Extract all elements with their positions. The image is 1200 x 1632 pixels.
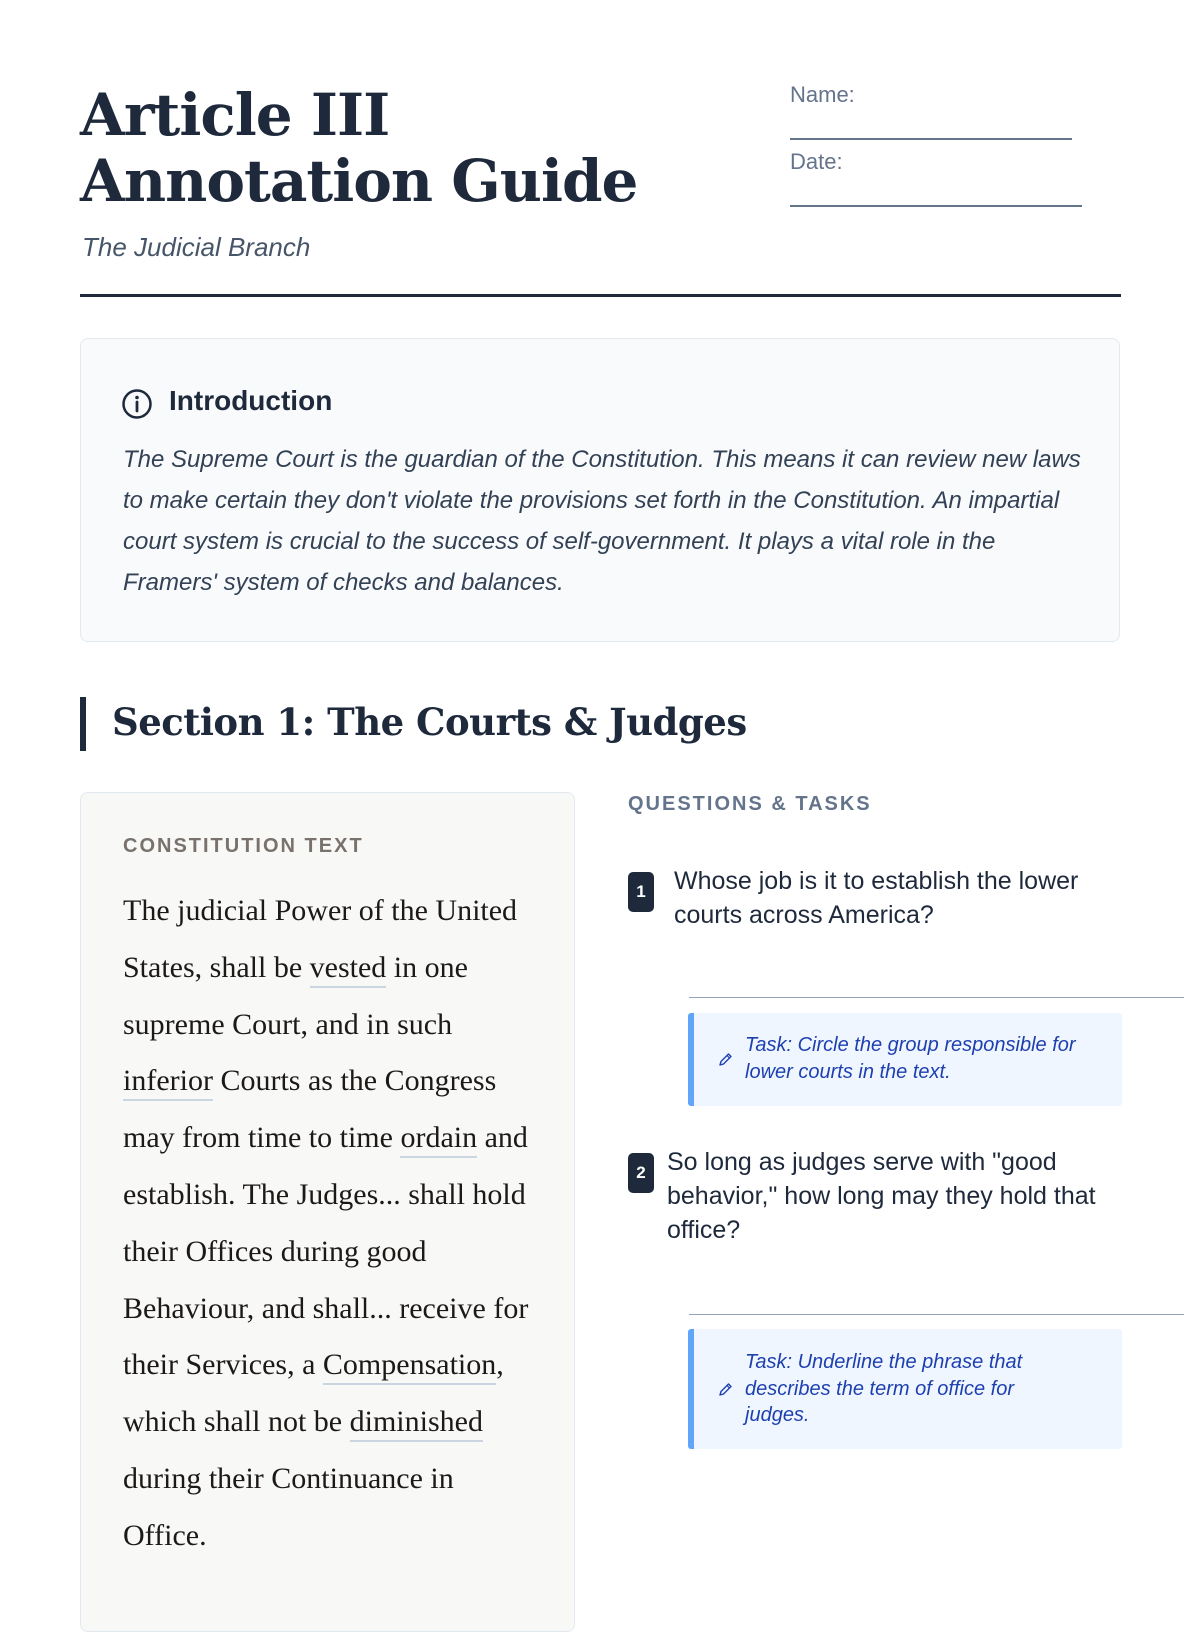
- page-title: Article III Annotation Guide: [80, 81, 638, 215]
- task-text: Task: Circle the group responsible for lower courts in the text.: [745, 1034, 1076, 1083]
- date-field[interactable]: [790, 205, 1082, 207]
- task-text: Task: Underline the phrase that describes the term of office for judges.: [745, 1351, 1023, 1426]
- question-text: So long as judges serve with "good behavior," how long may they hold that office?: [667, 1148, 1096, 1244]
- introduction-text: The Supreme Court is the guardian of the Constitution. This means it can review new laws to make certain they don't violate the provisions set forth in the Constitution. An impartial court system is crucial to the success of self-government. It plays a vital role in the Framers' system of checks and balances.: [123, 446, 1081, 596]
- introduction-heading: Introduction: [169, 385, 333, 416]
- question-number-badge: 2: [628, 1153, 654, 1193]
- page-subtitle: The Judicial Branch: [82, 232, 311, 262]
- vocab-term-vested: vested: [310, 951, 387, 988]
- text-segment: The judicial Power of the United States, shall be: [123, 894, 518, 984]
- text-segment: and establish. The Judges... shall hold their Offices during good Behaviour, and shall... receive for their Services, a: [123, 1121, 529, 1382]
- info-circle-icon: [121, 388, 153, 420]
- header-divider: [80, 294, 1121, 297]
- text-segment: in one supreme Court, and in such: [123, 950, 468, 1041]
- text-segment: , which shall not be: [123, 1348, 504, 1439]
- date-label: Date:: [790, 149, 843, 174]
- constitution-text: [123, 883, 543, 1565]
- task-box: [688, 1013, 1122, 1106]
- constitution-text-panel: [80, 792, 575, 1632]
- name-field[interactable]: [790, 138, 1072, 140]
- introduction-panel: [80, 338, 1120, 642]
- section-title: Section 1: The Courts & Judges: [112, 700, 747, 744]
- name-label: Name:: [790, 82, 855, 107]
- vocab-term-inferior: inferior: [123, 1064, 213, 1101]
- text-segment: during their Continuance in Office.: [123, 1461, 454, 1552]
- vocab-term-ordain: ordain: [400, 1121, 477, 1158]
- question-number-badge: 1: [628, 872, 654, 912]
- answer-line[interactable]: [689, 1314, 1184, 1315]
- constitution-text-label: CONSTITUTION TEXT: [123, 835, 364, 857]
- task-box: [688, 1329, 1122, 1449]
- vocab-term-diminished: diminished: [350, 1405, 483, 1442]
- questions-label: QUESTIONS & TASKS: [628, 793, 872, 815]
- answer-line[interactable]: [689, 997, 1184, 998]
- section-accent-bar: [80, 697, 86, 751]
- question-text: Whose job is it to establish the lower courts across America?: [674, 867, 1079, 929]
- pencil-icon: [718, 1051, 734, 1067]
- text-segment: Courts as the Congress may from time to time: [123, 1064, 497, 1155]
- vocab-term-compensation: Compensation: [323, 1348, 496, 1385]
- pencil-icon: [718, 1381, 734, 1397]
